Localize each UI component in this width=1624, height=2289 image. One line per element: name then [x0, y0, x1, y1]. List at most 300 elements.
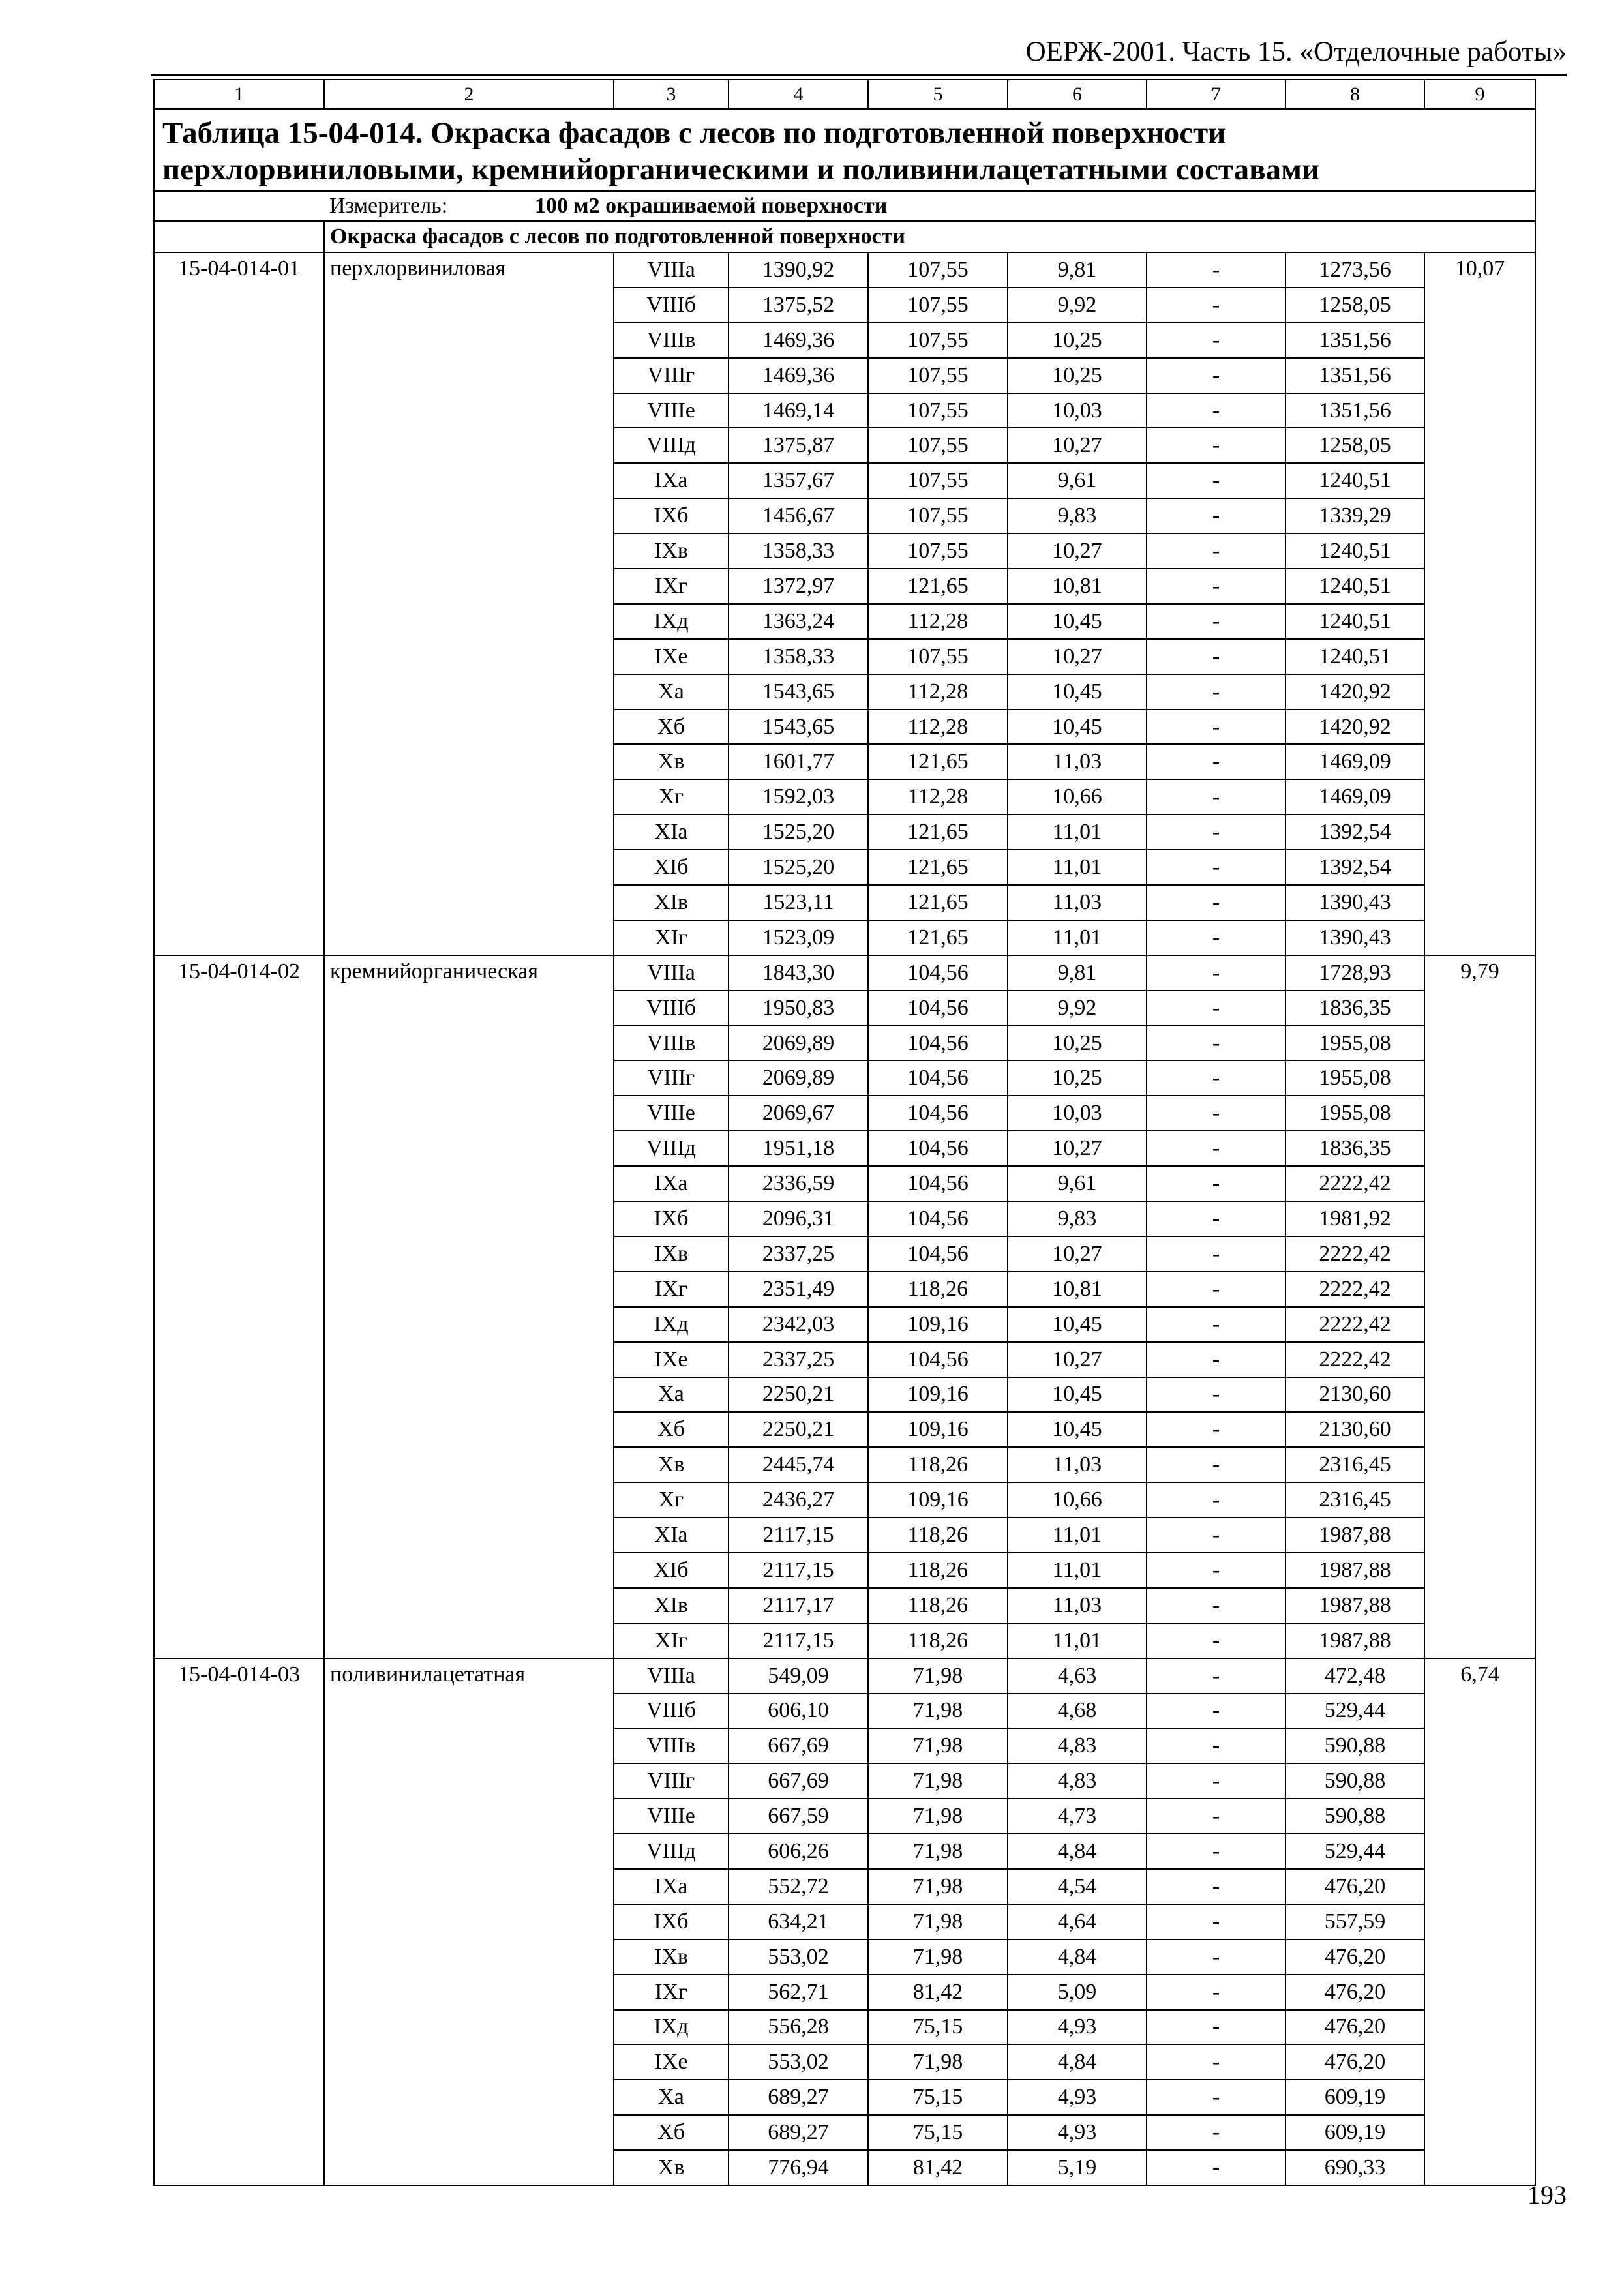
labor-wages: 118,26: [868, 1447, 1008, 1482]
table-title: [154, 109, 1535, 191]
table-body: [154, 80, 1535, 2185]
labor-wages: 107,55: [868, 323, 1008, 358]
labor-wages: 121,65: [868, 815, 1008, 850]
machinist-wages: -: [1147, 1763, 1286, 1799]
direct-cost: 1950,83: [729, 991, 868, 1026]
labor-wages: 75,15: [868, 2080, 1008, 2115]
materials-cost: 1981,92: [1286, 1201, 1424, 1236]
machinist-wages: -: [1147, 1623, 1286, 1658]
machine-operation: 9,83: [1008, 498, 1147, 533]
machinist-wages: -: [1147, 1904, 1286, 1939]
direct-cost: 2117,17: [729, 1588, 868, 1623]
machinist-wages: -: [1147, 252, 1286, 288]
labor-wages: 118,26: [868, 1518, 1008, 1553]
zone-class: IXд: [614, 2010, 729, 2045]
direct-cost: 2436,27: [729, 1482, 868, 1518]
direct-cost: 2250,21: [729, 1377, 868, 1413]
materials-cost: 1469,09: [1286, 744, 1424, 779]
zone-class: VIIIб: [614, 991, 729, 1026]
machine-operation: 10,45: [1008, 1307, 1147, 1342]
zone-class: Xа: [614, 674, 729, 710]
zone-class: VIIIб: [614, 1694, 729, 1729]
direct-cost: 1456,67: [729, 498, 868, 533]
labor-wages: 81,42: [868, 1975, 1008, 2010]
machine-operation: 10,27: [1008, 1131, 1147, 1166]
materials-cost: 529,44: [1286, 1694, 1424, 1729]
machine-operation: 10,45: [1008, 1412, 1147, 1447]
direct-cost: 1525,20: [729, 815, 868, 850]
machine-operation: 10,25: [1008, 323, 1147, 358]
materials-cost: 590,88: [1286, 1763, 1424, 1799]
zone-class: IXг: [614, 1272, 729, 1307]
measure-label: Измеритель:: [329, 194, 448, 218]
machinist-wages: -: [1147, 779, 1286, 815]
zone-class: VIIIа: [614, 252, 729, 288]
section-title: Окраска фасадов с лесов по подготовленной поверхности: [324, 221, 1535, 252]
machinist-wages: -: [1147, 569, 1286, 604]
rate-code: 15-04-014-01: [154, 252, 324, 955]
zone-class: IXе: [614, 639, 729, 674]
direct-cost: 1358,33: [729, 533, 868, 569]
labor-wages: 107,55: [868, 463, 1008, 498]
labor-hours: 10,07: [1424, 252, 1535, 955]
materials-cost: 590,88: [1286, 1728, 1424, 1763]
zone-class: Xг: [614, 1482, 729, 1518]
zone-class: VIIIа: [614, 955, 729, 991]
measure-row: [154, 191, 1535, 221]
direct-cost: 1375,87: [729, 428, 868, 463]
rate-code: 15-04-014-02: [154, 955, 324, 1658]
machinist-wages: -: [1147, 639, 1286, 674]
materials-cost: 1469,09: [1286, 779, 1424, 815]
column-number: 1: [154, 80, 324, 109]
direct-cost: 1358,33: [729, 639, 868, 674]
machinist-wages: -: [1147, 393, 1286, 428]
direct-cost: 2069,89: [729, 1060, 868, 1096]
machine-operation: 10,45: [1008, 710, 1147, 745]
direct-cost: 634,21: [729, 1904, 868, 1939]
running-header: ОЕРЖ-2001. Часть 15. «Отделочные работы»: [1025, 37, 1567, 67]
materials-cost: 1836,35: [1286, 991, 1424, 1026]
machine-operation: 4,73: [1008, 1799, 1147, 1834]
materials-cost: 590,88: [1286, 1799, 1424, 1834]
machinist-wages: -: [1147, 2115, 1286, 2150]
direct-cost: 2069,67: [729, 1096, 868, 1131]
machinist-wages: -: [1147, 1060, 1286, 1096]
machine-operation: 10,27: [1008, 1342, 1147, 1377]
labor-hours: 9,79: [1424, 955, 1535, 1658]
direct-cost: 2342,03: [729, 1307, 868, 1342]
machine-operation: 10,81: [1008, 1272, 1147, 1307]
direct-cost: 1363,24: [729, 604, 868, 639]
materials-cost: 1420,92: [1286, 710, 1424, 745]
zone-class: Xб: [614, 710, 729, 745]
table-title-line: перхлорвиниловыми, кремнийорганическими и поливинилацетатными составами: [162, 153, 1320, 187]
direct-cost: 2117,15: [729, 1518, 868, 1553]
direct-cost: 1469,14: [729, 393, 868, 428]
zone-class: VIIIа: [614, 1658, 729, 1694]
zone-class: XIб: [614, 1553, 729, 1588]
materials-cost: 476,20: [1286, 1939, 1424, 1975]
labor-wages: 71,98: [868, 1694, 1008, 1729]
labor-wages: 112,28: [868, 674, 1008, 710]
machine-operation: 11,03: [1008, 744, 1147, 779]
labor-wages: 104,56: [868, 1096, 1008, 1131]
direct-cost: 667,69: [729, 1728, 868, 1763]
column-number: 2: [324, 80, 614, 109]
composition-name: перхлорвиниловая: [324, 252, 614, 955]
materials-cost: 1351,56: [1286, 358, 1424, 393]
machine-operation: 4,68: [1008, 1694, 1147, 1729]
direct-cost: 2250,21: [729, 1412, 868, 1447]
materials-cost: 2130,60: [1286, 1377, 1424, 1413]
labor-wages: 104,56: [868, 991, 1008, 1026]
zone-class: VIIIг: [614, 358, 729, 393]
materials-cost: 609,19: [1286, 2115, 1424, 2150]
machinist-wages: -: [1147, 1658, 1286, 1694]
materials-cost: 1987,88: [1286, 1588, 1424, 1623]
materials-cost: 529,44: [1286, 1834, 1424, 1869]
direct-cost: 2096,31: [729, 1201, 868, 1236]
direct-cost: 1357,67: [729, 463, 868, 498]
machinist-wages: -: [1147, 1588, 1286, 1623]
direct-cost: 553,02: [729, 2044, 868, 2080]
labor-wages: 121,65: [868, 744, 1008, 779]
column-number-row: [154, 80, 1535, 109]
zone-class: VIIIд: [614, 428, 729, 463]
materials-cost: 1987,88: [1286, 1553, 1424, 1588]
labor-wages: 104,56: [868, 1342, 1008, 1377]
machinist-wages: -: [1147, 920, 1286, 955]
direct-cost: 1469,36: [729, 358, 868, 393]
machinist-wages: -: [1147, 744, 1286, 779]
machinist-wages: -: [1147, 1799, 1286, 1834]
machinist-wages: -: [1147, 2080, 1286, 2115]
machine-operation: 11,03: [1008, 1447, 1147, 1482]
zone-class: IXв: [614, 1236, 729, 1272]
column-number: 3: [614, 80, 729, 109]
materials-cost: 1273,56: [1286, 252, 1424, 288]
direct-cost: 667,59: [729, 1799, 868, 1834]
zone-class: IXа: [614, 463, 729, 498]
machinist-wages: -: [1147, 1342, 1286, 1377]
machinist-wages: -: [1147, 674, 1286, 710]
labor-wages: 107,55: [868, 252, 1008, 288]
machine-operation: 10,25: [1008, 1026, 1147, 1061]
machinist-wages: -: [1147, 1166, 1286, 1201]
labor-wages: 107,55: [868, 498, 1008, 533]
labor-wages: 104,56: [868, 1060, 1008, 1096]
materials-cost: 1392,54: [1286, 815, 1424, 850]
machine-operation: 4,63: [1008, 1658, 1147, 1694]
machinist-wages: -: [1147, 2010, 1286, 2045]
machine-operation: 11,01: [1008, 1623, 1147, 1658]
direct-cost: 689,27: [729, 2115, 868, 2150]
machinist-wages: -: [1147, 1377, 1286, 1413]
machine-operation: 9,61: [1008, 463, 1147, 498]
column-number: 8: [1286, 80, 1424, 109]
materials-cost: 1420,92: [1286, 674, 1424, 710]
labor-wages: 71,98: [868, 1904, 1008, 1939]
materials-cost: 476,20: [1286, 1869, 1424, 1904]
machinist-wages: -: [1147, 885, 1286, 920]
labor-wages: 118,26: [868, 1588, 1008, 1623]
machinist-wages: -: [1147, 815, 1286, 850]
direct-cost: 2069,89: [729, 1026, 868, 1061]
zone-class: Xа: [614, 2080, 729, 2115]
direct-cost: 552,72: [729, 1869, 868, 1904]
zone-class: IXг: [614, 1975, 729, 2010]
materials-cost: 1987,88: [1286, 1623, 1424, 1658]
zone-class: IXе: [614, 1342, 729, 1377]
labor-wages: 112,28: [868, 604, 1008, 639]
materials-cost: 1955,08: [1286, 1026, 1424, 1061]
direct-cost: 1390,92: [729, 252, 868, 288]
zone-class: Xв: [614, 744, 729, 779]
labor-wages: 107,55: [868, 533, 1008, 569]
machinist-wages: -: [1147, 955, 1286, 991]
zone-class: VIIIе: [614, 393, 729, 428]
materials-cost: 2316,45: [1286, 1482, 1424, 1518]
materials-cost: 2222,42: [1286, 1236, 1424, 1272]
materials-cost: 476,20: [1286, 2044, 1424, 2080]
direct-cost: 689,27: [729, 2080, 868, 2115]
zone-class: XIб: [614, 850, 729, 885]
direct-cost: 2337,25: [729, 1236, 868, 1272]
direct-cost: 556,28: [729, 2010, 868, 2045]
machinist-wages: -: [1147, 1307, 1286, 1342]
machine-operation: 9,92: [1008, 991, 1147, 1026]
direct-cost: 553,02: [729, 1939, 868, 1975]
rates-table: [153, 79, 1536, 2186]
labor-wages: 107,55: [868, 428, 1008, 463]
machine-operation: 10,66: [1008, 779, 1147, 815]
table-row: [154, 1658, 1535, 1694]
machinist-wages: -: [1147, 1201, 1286, 1236]
machine-operation: 11,03: [1008, 1588, 1147, 1623]
zone-class: VIIIв: [614, 1026, 729, 1061]
direct-cost: 1523,11: [729, 885, 868, 920]
direct-cost: 2337,25: [729, 1342, 868, 1377]
machine-operation: 4,54: [1008, 1869, 1147, 1904]
zone-class: VIIIв: [614, 323, 729, 358]
labor-wages: 71,98: [868, 1763, 1008, 1799]
zone-class: VIIIд: [614, 1834, 729, 1869]
machine-operation: 9,92: [1008, 288, 1147, 323]
labor-wages: 112,28: [868, 779, 1008, 815]
machinist-wages: -: [1147, 1975, 1286, 2010]
machine-operation: 4,93: [1008, 2080, 1147, 2115]
page-number: 193: [1527, 2180, 1567, 2209]
machine-operation: 10,27: [1008, 1236, 1147, 1272]
machine-operation: 11,01: [1008, 815, 1147, 850]
machinist-wages: -: [1147, 1272, 1286, 1307]
materials-cost: 476,20: [1286, 1975, 1424, 2010]
labor-wages: 107,55: [868, 358, 1008, 393]
machine-operation: 10,03: [1008, 1096, 1147, 1131]
composition-name: поливинилацетатная: [324, 1658, 614, 2185]
machine-operation: 4,64: [1008, 1904, 1147, 1939]
labor-wages: 118,26: [868, 1272, 1008, 1307]
machinist-wages: -: [1147, 710, 1286, 745]
materials-cost: 1728,93: [1286, 955, 1424, 991]
machinist-wages: -: [1147, 1518, 1286, 1553]
machine-operation: 10,27: [1008, 533, 1147, 569]
labor-wages: 109,16: [868, 1377, 1008, 1413]
zone-class: IXв: [614, 1939, 729, 1975]
labor-wages: 71,98: [868, 1939, 1008, 1975]
direct-cost: 606,10: [729, 1694, 868, 1729]
labor-wages: 104,56: [868, 1026, 1008, 1061]
labor-wages: 71,98: [868, 1834, 1008, 1869]
labor-wages: 121,65: [868, 850, 1008, 885]
table-title-line: Таблица 15-04-014. Окраска фасадов с лесов по подготовленной поверхности: [162, 116, 1226, 150]
machinist-wages: -: [1147, 1694, 1286, 1729]
machine-operation: 10,45: [1008, 1377, 1147, 1413]
zone-class: XIа: [614, 815, 729, 850]
direct-cost: 2117,15: [729, 1623, 868, 1658]
machinist-wages: -: [1147, 1026, 1286, 1061]
machine-operation: 11,01: [1008, 920, 1147, 955]
machinist-wages: -: [1147, 288, 1286, 323]
machine-operation: 11,01: [1008, 1553, 1147, 1588]
direct-cost: 2445,74: [729, 1447, 868, 1482]
table-row: [154, 955, 1535, 991]
zone-class: VIIIв: [614, 1728, 729, 1763]
labor-wages: 104,56: [868, 1131, 1008, 1166]
machinist-wages: -: [1147, 463, 1286, 498]
labor-wages: 109,16: [868, 1412, 1008, 1447]
zone-class: IXг: [614, 569, 729, 604]
machine-operation: 4,84: [1008, 1939, 1147, 1975]
machine-operation: 10,45: [1008, 674, 1147, 710]
materials-cost: 1390,43: [1286, 885, 1424, 920]
composition-name: кремнийорганическая: [324, 955, 614, 1658]
direct-cost: 1469,36: [729, 323, 868, 358]
zone-class: VIIIе: [614, 1096, 729, 1131]
machinist-wages: -: [1147, 1553, 1286, 1588]
materials-cost: 1240,51: [1286, 463, 1424, 498]
direct-cost: 1372,97: [729, 569, 868, 604]
zone-class: Xб: [614, 1412, 729, 1447]
zone-class: VIIIе: [614, 1799, 729, 1834]
direct-cost: 2336,59: [729, 1166, 868, 1201]
zone-class: VIIIд: [614, 1131, 729, 1166]
direct-cost: 1543,65: [729, 674, 868, 710]
machinist-wages: -: [1147, 428, 1286, 463]
machine-operation: 5,19: [1008, 2150, 1147, 2185]
materials-cost: 1955,08: [1286, 1096, 1424, 1131]
materials-cost: 609,19: [1286, 2080, 1424, 2115]
zone-class: IXв: [614, 533, 729, 569]
zone-class: XIг: [614, 920, 729, 955]
materials-cost: 2222,42: [1286, 1272, 1424, 1307]
materials-cost: 1258,05: [1286, 288, 1424, 323]
labor-wages: 104,56: [868, 1236, 1008, 1272]
labor-wages: 71,98: [868, 1869, 1008, 1904]
machinist-wages: -: [1147, 850, 1286, 885]
machinist-wages: -: [1147, 991, 1286, 1026]
direct-cost: 1543,65: [729, 710, 868, 745]
direct-cost: 667,69: [729, 1763, 868, 1799]
zone-class: Xб: [614, 2115, 729, 2150]
materials-cost: 1339,29: [1286, 498, 1424, 533]
direct-cost: 2117,15: [729, 1553, 868, 1588]
labor-wages: 104,56: [868, 1201, 1008, 1236]
labor-wages: 71,98: [868, 1728, 1008, 1763]
direct-cost: 1375,52: [729, 288, 868, 323]
machine-operation: 10,66: [1008, 1482, 1147, 1518]
zone-class: IXе: [614, 2044, 729, 2080]
machine-operation: 5,09: [1008, 1975, 1147, 2010]
materials-cost: 476,20: [1286, 2010, 1424, 2045]
direct-cost: 549,09: [729, 1658, 868, 1694]
labor-wages: 112,28: [868, 710, 1008, 745]
materials-cost: 1390,43: [1286, 920, 1424, 955]
machine-operation: 10,25: [1008, 1060, 1147, 1096]
materials-cost: 2222,42: [1286, 1307, 1424, 1342]
zone-class: IXд: [614, 1307, 729, 1342]
section-row: [154, 221, 1535, 252]
labor-hours: 6,74: [1424, 1658, 1535, 2185]
zone-class: IXб: [614, 498, 729, 533]
column-number: 4: [729, 80, 868, 109]
machine-operation: 9,61: [1008, 1166, 1147, 1201]
zone-class: IXд: [614, 604, 729, 639]
labor-wages: 71,98: [868, 1658, 1008, 1694]
machinist-wages: -: [1147, 1447, 1286, 1482]
labor-wages: 75,15: [868, 2010, 1008, 2045]
materials-cost: 1258,05: [1286, 428, 1424, 463]
labor-wages: 121,65: [868, 569, 1008, 604]
zone-class: IXб: [614, 1201, 729, 1236]
direct-cost: 1523,09: [729, 920, 868, 955]
machinist-wages: -: [1147, 1939, 1286, 1975]
direct-cost: 2351,49: [729, 1272, 868, 1307]
zone-class: Xв: [614, 1447, 729, 1482]
machine-operation: 4,83: [1008, 1763, 1147, 1799]
zone-class: XIв: [614, 885, 729, 920]
machine-operation: 10,25: [1008, 358, 1147, 393]
machine-operation: 10,03: [1008, 393, 1147, 428]
machine-operation: 4,84: [1008, 1834, 1147, 1869]
machine-operation: 4,93: [1008, 2010, 1147, 2045]
machinist-wages: -: [1147, 1412, 1286, 1447]
zone-class: Xа: [614, 1377, 729, 1413]
labor-wages: 109,16: [868, 1482, 1008, 1518]
machinist-wages: -: [1147, 1482, 1286, 1518]
labor-wages: 121,65: [868, 920, 1008, 955]
machine-operation: 11,01: [1008, 850, 1147, 885]
labor-wages: 71,98: [868, 1799, 1008, 1834]
machine-operation: 9,81: [1008, 252, 1147, 288]
machine-operation: 10,27: [1008, 428, 1147, 463]
materials-cost: 1836,35: [1286, 1131, 1424, 1166]
materials-cost: 1955,08: [1286, 1060, 1424, 1096]
zone-class: VIIIг: [614, 1763, 729, 1799]
machine-operation: 10,81: [1008, 569, 1147, 604]
materials-cost: 557,59: [1286, 1904, 1424, 1939]
zone-class: VIIIб: [614, 288, 729, 323]
machinist-wages: -: [1147, 1096, 1286, 1131]
column-number: 9: [1424, 80, 1535, 109]
zone-class: XIа: [614, 1518, 729, 1553]
machinist-wages: -: [1147, 1834, 1286, 1869]
machine-operation: 4,83: [1008, 1728, 1147, 1763]
labor-wages: 121,65: [868, 885, 1008, 920]
machinist-wages: -: [1147, 1236, 1286, 1272]
materials-cost: 690,33: [1286, 2150, 1424, 2185]
